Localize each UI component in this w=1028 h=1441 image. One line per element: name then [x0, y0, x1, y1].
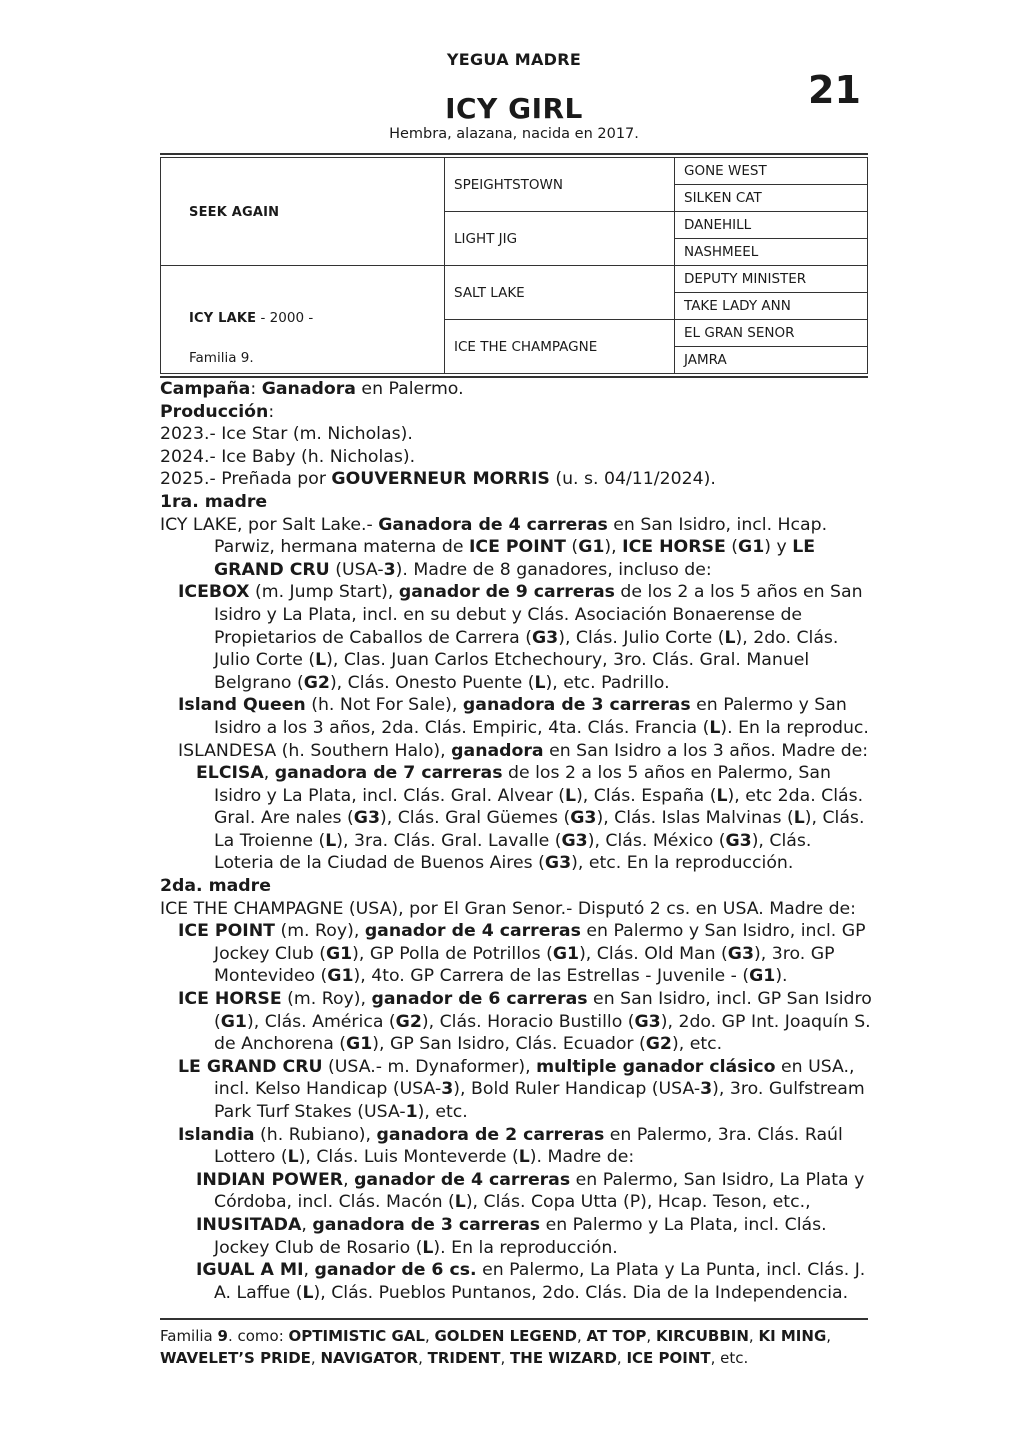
bold-text: G2	[303, 672, 330, 693]
text-run: ,	[748, 1327, 759, 1345]
bold-text: GOUVERNEUR MORRIS	[331, 469, 550, 490]
text-run: . como:	[227, 1327, 289, 1345]
bold-text: 9	[217, 1327, 228, 1345]
text-run: (	[725, 537, 739, 558]
text-run: ), Clás. Gral Güemes (	[379, 808, 571, 829]
text-run: ), Clás. Old Man (	[579, 943, 728, 964]
bold-text: 1ra. madre	[160, 491, 268, 512]
bold-text: L	[716, 785, 728, 806]
bold-text: G3	[353, 808, 380, 829]
paragraph	[160, 1124, 875, 1169]
text-run: (m. Roy),	[281, 989, 372, 1010]
bold-text: ganador de 6 carreras	[371, 989, 588, 1010]
text-run: ), GP Polla de Potrillos (	[352, 943, 553, 964]
text-run: (u. s. 04/11/2024).	[549, 469, 716, 490]
text-run: en Palermo, San Isidro, La Plata y Córdoba, incl. Clás. Macón (	[214, 1169, 865, 1213]
text-run: ,	[343, 1169, 355, 1190]
text-run: ), etc.	[417, 1102, 468, 1122]
bold-text: G3	[561, 830, 588, 851]
bold-text: ganadora de 7 carreras	[274, 763, 503, 784]
pedigree-g3-0: GONE WEST	[675, 158, 868, 185]
bold-text: Campaña	[160, 379, 251, 399]
bold-text: G1	[749, 966, 776, 987]
bold-text: G3	[634, 1011, 661, 1032]
bold-text: LE GRAND CRU	[178, 1056, 323, 1077]
text-run: ), 3ra. Clás. Gral. Lavalle (	[336, 830, 562, 851]
bold-text: G1	[327, 966, 354, 987]
page-title: ICY GIRL	[445, 92, 583, 125]
text-run: (USA.- m. Dynaformer),	[322, 1056, 537, 1077]
paragraph	[160, 762, 875, 875]
text-run: ), Clás. Luis Monteverde (	[298, 1147, 519, 1168]
bold-text: LE GRAND CRU	[214, 537, 816, 580]
text-run: 2023.- Ice Star (m. Nicholas).	[160, 424, 413, 445]
text-run: 2025.- Preñada por	[160, 469, 332, 490]
paragraph	[160, 401, 875, 424]
bold-text: THE WIZARD	[510, 1349, 617, 1367]
paragraph	[160, 898, 875, 921]
bold-text: L	[287, 1147, 299, 1168]
text-run: (USA-	[329, 559, 384, 580]
pedigree-dam	[189, 310, 313, 326]
bold-text: ELCISA	[196, 763, 264, 784]
bold-text: 3	[700, 1079, 713, 1100]
paragraph	[160, 875, 875, 898]
text-run: ). En la reproduc.	[720, 717, 869, 738]
text-run: de los 2 a los 5 años en Palermo, San Isidro y La Plata, incl. Clás. Gral. Alvear (	[214, 763, 831, 806]
text-run: (h. Rubiano),	[254, 1124, 377, 1145]
text-run: ), Bold Ruler Handicap (USA-	[453, 1079, 701, 1100]
text-run: en USA., incl. Kelso Handicap (USA-	[214, 1056, 855, 1100]
bold-text: L	[315, 650, 327, 671]
bold-text: L	[518, 1147, 530, 1168]
pedigree-dam-sire: SALT LAKE	[445, 266, 675, 320]
bold-text: L	[724, 627, 736, 648]
text-run: ,	[500, 1349, 511, 1367]
text-run: ), 3ro. GP Montevideo (	[214, 943, 835, 987]
text-run: ), 3ro. Gulfstream Park Turf Stakes (USA-	[214, 1079, 865, 1122]
text-run: (	[565, 537, 579, 558]
text-run: ,	[424, 1327, 435, 1345]
bold-text: L	[302, 1282, 314, 1303]
bold-text: L	[325, 830, 337, 851]
text-run: ,	[310, 1349, 321, 1367]
bold-text: G1	[325, 943, 353, 964]
text-run: ,	[263, 763, 275, 784]
bold-text: 3	[441, 1079, 454, 1100]
bold-text: TRIDENT	[427, 1349, 501, 1367]
bold-text: ganador de 6 cs.	[314, 1260, 477, 1281]
text-run: en Palermo, 3ra. Clás. Raúl Lottero (	[214, 1124, 843, 1168]
bold-text: INUSITADA	[196, 1214, 302, 1235]
text-run: (h. Not For Sale),	[305, 695, 463, 716]
text-run: ,	[616, 1349, 627, 1367]
pedigree-g3-2: DANEHILL	[675, 212, 868, 239]
section-label: YEGUA MADRE	[446, 50, 582, 69]
text-run: ), GP San Isidro, Clás. Ecuador (	[372, 1034, 646, 1055]
text-run: Familia	[160, 1327, 218, 1345]
bold-text: Ganadora	[261, 379, 356, 399]
pedigree-g3-7: JAMRA	[675, 347, 868, 374]
pedigree-g3-3: NASHMEEL	[675, 239, 868, 266]
bold-text: ICE POINT	[468, 537, 566, 558]
text-run: ,	[418, 1349, 428, 1367]
paragraph	[160, 920, 875, 988]
paragraph	[160, 514, 875, 582]
pedigree-table	[160, 157, 868, 374]
paragraph	[160, 446, 875, 469]
paragraph	[160, 694, 875, 739]
bold-text: ICEBOX	[178, 582, 250, 603]
bold-text: Ganadora de 4 carreras	[378, 514, 608, 535]
text-run: ,	[826, 1327, 832, 1345]
pedigree-family: Familia 9.	[189, 350, 254, 366]
bold-text: G1	[220, 1011, 247, 1032]
paragraph	[160, 423, 875, 446]
text-run: de los 2 a los 5 años en San Isidro y La Plata, incl. en su debut y Clás. Asociación Bonaerense de Propietarios de Caballos de Carrera (	[214, 582, 863, 648]
text-run: ), Clás. Islas Malvinas (	[596, 808, 794, 829]
body-text	[160, 378, 875, 1304]
pedigree-dam-cell	[161, 266, 445, 374]
text-run: ,	[303, 1260, 315, 1281]
top-rule	[160, 153, 868, 155]
bold-text: INDIAN POWER	[196, 1169, 344, 1190]
text-run: ), Clás. Loteria de la Ciudad de Buenos Aires (	[214, 830, 812, 874]
bold-text: ganadora de 3 carreras	[312, 1214, 541, 1235]
bold-text: Producción	[160, 401, 269, 422]
text-run: ), etc.	[671, 1034, 723, 1055]
pedigree-sire-sire: SPEIGHTSTOWN	[445, 158, 675, 212]
text-run: ),	[604, 537, 623, 558]
text-run: ), 2do. Clás. Julio Corte (	[214, 627, 839, 671]
paragraph	[160, 491, 875, 514]
text-run: ).	[775, 966, 788, 987]
bold-text: G3	[725, 830, 752, 851]
bold-text: L	[534, 672, 546, 693]
text-run: :	[250, 379, 262, 399]
pedigree-sire-cell	[161, 158, 445, 266]
text-run: ), etc. En la reproducción.	[571, 853, 794, 874]
bold-text: G1	[346, 1034, 373, 1055]
bold-text: Island Queen	[178, 695, 306, 716]
bold-text: ganadora de 3 carreras	[462, 695, 691, 716]
text-run: en Palermo y La Plata, incl. Clás. Jockey Club de Rosario (	[214, 1214, 827, 1258]
bold-text: G3	[570, 808, 597, 829]
bold-text: NAVIGATOR	[320, 1349, 419, 1367]
bold-text: L	[709, 717, 721, 738]
bold-text: G3	[727, 943, 755, 964]
bold-text: 3	[383, 559, 396, 580]
bold-text: G3	[531, 627, 559, 648]
bold-text: KI MING	[758, 1327, 827, 1345]
bold-text: ganador de 4 carreras	[354, 1169, 571, 1190]
bold-text: ganadora	[451, 740, 544, 761]
paragraph	[160, 1259, 875, 1304]
text-run: en Palermo y San Isidro a los 3 años, 2da. Clás. Empiric, 4ta. Clás. Francia (	[214, 695, 847, 738]
paragraph	[160, 1214, 875, 1259]
text-run: (m. Jump Start),	[249, 582, 399, 603]
text-run: en San Isidro, incl. GP San Isidro (	[214, 989, 872, 1032]
text-run: ), 2do. GP Int. Joaquín S. de Anchorena (	[214, 1011, 871, 1055]
bold-text: G1	[552, 943, 580, 964]
bold-text: G3	[544, 853, 572, 874]
text-run: ), Clás. Onesto Puente (	[329, 672, 535, 693]
text-run: ), etc 2da. Clás. Gral. Are nales (	[214, 785, 864, 829]
pedigree-g3-5: TAKE LADY ANN	[675, 293, 868, 320]
bold-text: 2da. madre	[160, 876, 271, 897]
text-run: ), Clás. Julio Corte (	[558, 627, 725, 648]
bold-text: OPTIMISTIC GAL	[288, 1327, 425, 1345]
text-run: en Palermo, La Plata y La Punta, incl. Clás. J. A. Laffue (	[214, 1260, 866, 1303]
bold-text: L	[422, 1237, 434, 1258]
bold-text: KIRCUBBIN	[655, 1327, 749, 1345]
bold-text: 1	[405, 1102, 418, 1122]
bold-text: G2	[645, 1034, 672, 1055]
pedigree-g3-6: EL GRAN SENOR	[675, 320, 868, 347]
pedigree-dam-name: ICY LAKE	[189, 311, 257, 326]
pedigree-dam-year: - 2000 -	[256, 310, 314, 326]
bold-text: L	[565, 785, 577, 806]
bold-text: L	[454, 1192, 466, 1213]
paragraph	[160, 581, 875, 694]
bold-text: G1	[578, 537, 605, 558]
text-run: en San Isidro a los 3 años. Madre de:	[543, 740, 869, 761]
bold-text: ganador de 4 carreras	[364, 921, 581, 942]
paragraph	[160, 1056, 875, 1124]
text-run: ), Clás. Copa Utta (P), Hcap. Teson, etc.,	[465, 1192, 811, 1213]
text-run: ,	[646, 1327, 656, 1345]
bold-text: WAVELET’S PRIDE	[160, 1349, 311, 1367]
paragraph	[160, 988, 875, 1056]
bold-text: ICE POINT	[626, 1349, 711, 1367]
text-run: ). En la reproducción.	[433, 1237, 618, 1258]
bold-text: ganadora de 2 carreras	[376, 1124, 605, 1145]
bold-text: IGUAL A MI	[196, 1260, 304, 1281]
paragraph	[160, 1169, 875, 1214]
text-run: ), Clás. Horacio Bustillo (	[421, 1011, 635, 1032]
paragraph	[160, 378, 875, 401]
paragraph	[160, 468, 875, 491]
text-run: ), Clás. España (	[576, 785, 717, 806]
footer-rule	[160, 1318, 868, 1320]
text-run: , etc.	[710, 1349, 749, 1367]
bold-text: G1	[738, 537, 765, 558]
bold-text: ICE HORSE	[178, 989, 282, 1010]
bold-text: L	[793, 808, 805, 829]
page-subtitle: Hembra, alazana, nacida en 2017.	[389, 126, 639, 142]
pedigree-g3-4: DEPUTY MINISTER	[675, 266, 868, 293]
text-run: ). Madre de 8 ganadores, incluso de:	[395, 559, 712, 580]
bold-text: ICE POINT	[178, 921, 275, 942]
text-run: (m. Roy),	[274, 921, 365, 942]
text-run: ISLANDESA (h. Southern Halo),	[178, 740, 452, 761]
text-run: ), Clás. México (	[587, 830, 726, 851]
text-run: ICE THE CHAMPAGNE (USA), por El Gran Senor.- Disputó 2 cs. en USA. Madre de:	[160, 898, 856, 919]
paragraph	[160, 740, 875, 763]
footer-family-note	[160, 1325, 872, 1369]
text-run: ), Clás. La Troienne (	[214, 808, 865, 851]
text-run: 2024.- Ice Baby (h. Nicholas).	[160, 446, 416, 467]
text-run: en Palermo.	[355, 379, 464, 399]
bold-text: ICE HORSE	[622, 537, 726, 558]
pedigree-dam-dam: ICE THE CHAMPAGNE	[445, 320, 675, 374]
text-run: ), Clás. América (	[246, 1011, 396, 1032]
text-run: ,	[301, 1214, 313, 1235]
pedigree-sire: SEEK AGAIN	[189, 204, 280, 220]
bold-text: G2	[395, 1011, 422, 1032]
text-run: ). Madre de:	[529, 1147, 635, 1168]
bold-text: ganador de 9 carreras	[398, 582, 615, 603]
pedigree-sire-dam: LIGHT JIG	[445, 212, 675, 266]
bold-text: AT TOP	[586, 1327, 647, 1345]
text-run: :	[268, 401, 275, 422]
text-run: ), Clas. Juan Carlos Etchechoury, 3ro. Clás. Gral. Manuel Belgrano (	[214, 650, 810, 693]
text-run: ), etc. Padrillo.	[545, 672, 670, 693]
text-run: ), 4to. GP Carrera de las Estrellas - Juvenile - (	[353, 966, 750, 987]
page-number: 21	[808, 68, 861, 112]
text-run: en Palermo y San Isidro, incl. GP Jockey Club (	[214, 921, 866, 964]
bold-text: multiple ganador clásico	[536, 1056, 776, 1077]
text-run: ,	[576, 1327, 587, 1345]
pedigree-g3-1: SILKEN CAT	[675, 185, 868, 212]
text-run: ICY LAKE, por Salt Lake.-	[160, 514, 379, 535]
text-run: en San Isidro, incl. Hcap. Parwiz, hermana materna de	[214, 514, 828, 558]
text-run: ), Clás. Pueblos Puntanos, 2do. Clás. Dia de la Independencia.	[313, 1282, 849, 1303]
text-run: ) y	[764, 537, 793, 558]
bold-text: GOLDEN LEGEND	[434, 1327, 577, 1345]
bold-text: Islandia	[178, 1124, 255, 1145]
